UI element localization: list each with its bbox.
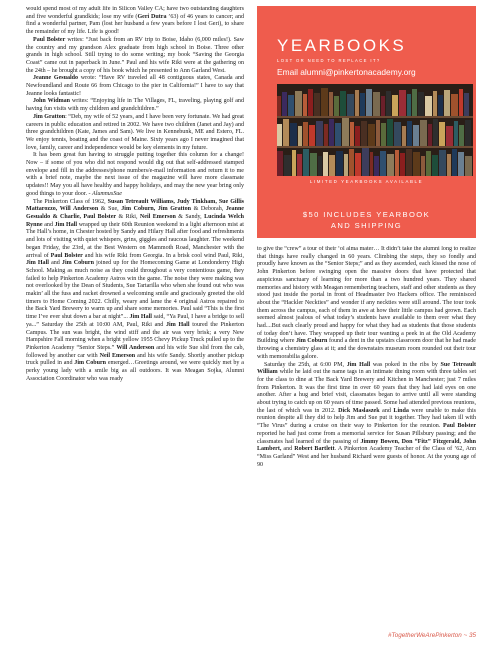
book-spine xyxy=(283,119,289,146)
yearbook-shelf-photo xyxy=(277,84,473,176)
body-text: Saturday the 25th, at 6:00 PM, xyxy=(264,361,347,368)
book-spine xyxy=(426,151,431,176)
body-text: ’63) of 46 years to cancer; and find a wonderful partner, Pam (lost her husband a few years before I lost Geri), to share the remainder of my life. Life is good! xyxy=(26,13,244,36)
book-spine xyxy=(314,93,320,116)
paragraph xyxy=(26,152,244,198)
book-spine xyxy=(399,90,406,116)
book-spine xyxy=(454,121,458,146)
book-spine xyxy=(451,94,458,116)
book-spine xyxy=(290,123,297,146)
classmate-name: Lucinda Welch Rynne xyxy=(26,213,244,228)
book-spine xyxy=(316,121,323,146)
book-spine xyxy=(329,155,335,176)
paragraph xyxy=(26,98,244,113)
ad-email: Email alumni@pinkertonacademy.org xyxy=(277,67,416,77)
book-spine xyxy=(459,89,463,116)
book-spine xyxy=(310,153,317,176)
magazine-title: Alumnus xyxy=(92,190,114,197)
classmate-name: Jimmy Bowen, Don “Fitz” Fitzgerald, John Lambert, xyxy=(257,438,476,453)
book-spine xyxy=(347,94,354,116)
body-text: reported he had just come from a memorial service for Susan Pillsbury passing; and the classmates had learned of the passing of xyxy=(257,430,476,445)
classmate-name: Jim Gratton xyxy=(33,113,66,120)
book-spine xyxy=(421,156,425,176)
book-spine xyxy=(439,122,445,146)
book-spine xyxy=(444,90,450,116)
paragraph xyxy=(26,199,244,384)
book-spine xyxy=(395,150,399,176)
classmate-name: Jim Hall xyxy=(26,260,49,267)
classmate-name: Jeanne Gesualdo & Charlie, Paul Bolster xyxy=(26,206,244,220)
book-spine xyxy=(458,152,464,176)
book-spine xyxy=(360,93,365,116)
ad-price xyxy=(257,209,476,231)
classmate-name: Jim Coburn xyxy=(61,260,94,267)
book-spine xyxy=(412,89,417,116)
body-text: writes: “Just back from an RV trip to Boise, Idaho (6,000 miles!). Saw the country and my grandson Alex graduate from high school in Boise. Three other grands in high school. Still trying to do some writing; my book “Saving the Georgia Coast” came out in paperback in June.” Paul and his wife Riki were at the gathering on the 24th – he brought a copy of his book which he presented to Ann Garland West. xyxy=(26,36,244,74)
ad-price-line-2: AND SHIPPING xyxy=(330,221,403,230)
left-text-column xyxy=(26,6,244,632)
classmate-name: Robert Bartlett xyxy=(294,446,335,453)
book-spine xyxy=(335,123,341,146)
book-spine xyxy=(355,153,361,176)
classmate-name: Jim Hall xyxy=(346,361,371,368)
book-row xyxy=(277,148,473,176)
book-spine xyxy=(402,126,406,146)
book-spine xyxy=(386,91,391,116)
ad-title: YEARBOOKS xyxy=(277,36,407,55)
body-text: wrapped up their 60th Reunion weekend in a light afternoon mist at The Hall’s home, in Chester hosted by Sandy and Hilary Hall after food and refreshments and lots of visiting with quiet whispers, grins, giggles and raucous laughter. The weekend began Friday, the 23rd, at the Best Western on Mammoth Road, Manchester with the arrival of xyxy=(26,221,244,259)
book-spine xyxy=(459,125,464,146)
book-spine xyxy=(381,96,385,116)
body-text: was poked in the ribs by xyxy=(370,361,441,368)
classmate-name: Geri Dutra xyxy=(137,13,167,20)
body-text: The Pinkerton Class of 1962, xyxy=(33,198,108,205)
book-spine xyxy=(428,124,432,146)
book-spine xyxy=(277,96,281,116)
classmate-name: Sue Tetreault William xyxy=(257,361,476,376)
book-spine xyxy=(392,95,398,116)
book-spine xyxy=(318,156,322,176)
author-signoff: Sue xyxy=(113,190,122,197)
book-spine xyxy=(406,149,412,176)
classmate-name: Jim Coburn xyxy=(74,360,107,367)
book-spine xyxy=(277,151,283,176)
body-text: were unable to make this reunion despite all they did to help Jim and Sue put it together. They had taken ill with “The Virus” during a cruise on their way to Pinkerton for the reunion. xyxy=(257,407,476,430)
book-spine xyxy=(447,154,451,176)
book-spine xyxy=(282,92,287,116)
body-text: found a dent in the upstairs classroom door that he had made throwing a chemistry glass at it; and the downstairs museum room rounded out their tour with memorabilia galore. xyxy=(257,338,476,360)
book-row xyxy=(277,88,473,116)
book-spine xyxy=(329,92,333,116)
classmate-name: Will Anderson xyxy=(116,344,155,351)
book-spine xyxy=(381,123,386,146)
body-text: and his wife Sue slid from the cab, followed by another car with xyxy=(26,344,244,359)
book-spine xyxy=(308,89,313,116)
yearbooks-ad xyxy=(257,6,476,238)
book-spine xyxy=(446,126,453,146)
book-spine xyxy=(321,88,328,116)
book-spine xyxy=(284,155,291,176)
book-spine xyxy=(292,150,296,176)
ad-limited-note: LIMITED YEARBOOKS AVAILABLE xyxy=(309,179,424,184)
body-text: & Deborah, xyxy=(191,206,226,213)
book-spine xyxy=(452,149,457,176)
book-spine xyxy=(387,119,393,146)
book-spine xyxy=(465,156,472,176)
body-text: and xyxy=(379,407,394,414)
paragraph xyxy=(26,6,244,37)
book-spine xyxy=(400,153,405,176)
body-text: It has been great fun having to struggle putting together this column for a change! Now – if some of you who did not respond would dig out that self-addressed stamped envelope and fill in the addresses/phone numbers/e-mail information and return it to me with a brief note, maybe the next issue of the xyxy=(26,152,244,182)
body-text: writes: “Enjoying life in The Villages, FL, traveling, playing golf and having fun visits with my children and grandchildren.” xyxy=(26,98,244,113)
classmate-name: John Widman xyxy=(33,98,70,105)
book-spine xyxy=(376,120,380,146)
book-spine xyxy=(336,151,343,176)
classmate-name: Paul Bolster xyxy=(33,36,66,43)
ad-price-line-1: $50 INCLUDES YEARBOOK xyxy=(302,210,431,219)
book-spine xyxy=(439,150,446,176)
book-spine xyxy=(418,92,424,116)
book-spine xyxy=(438,95,443,116)
classmate-name: Paul Bolster xyxy=(50,252,83,259)
body-text: to give the “crew” a tour of their ‘ol alma mater… It didn’t take the alumni long to realize that things have really changed in 60 years. Climbing the steps, they so fondly and proudly have known as the “Senior Steps;” and as they ascended, each kissed the nose of John Pinkerton before swinging open the massive doors that have protected that auspicious sanctuary of learning for more than a two hundred years. They shared memories and history with Meagan remembering teachers, staff and other students as they stood just inside the portal in front of Headmaster Ivo Hackers office. The reminisced about the “Hackler Neckties” and wonder if any neckties were still around. The tour took them across the campus, each of them in awe at how their little campus had grown. Each seemed almost jealous of what today’s students have available to them over what they had....But each clearly proud and happy for what they had as students that those students of today don’t have. They wrapped up their tour wanting a peek in at the Old Academy Building where xyxy=(257,246,476,345)
book-spine xyxy=(295,91,302,116)
book-spine xyxy=(309,125,315,146)
body-text: and xyxy=(42,221,55,228)
body-text: while he laid out the name tags in an intimate dining room with three tables set for the class to dine at The Back Yard Brewery and Kitchen in Manchester; just 7 miles from Pinkerton. It was the first time in over 60 years that they had laid eyes on one another. After a hug and brief visit, classmates began to arrive until all were standing about trying to catch up on 60 years of time passed. Some had attended previous reunions, the last of which was in 2012. xyxy=(257,369,476,414)
book-spine xyxy=(433,91,437,116)
body-text: wrote: “Have RV traveled all 48 contiguous states, Canada and Newfoundland and Route 66 from Chicago to the pier in California!” I have to say that Jeanne looks fantastic! xyxy=(26,75,244,97)
book-spine xyxy=(297,154,302,176)
classmate-name: Neil Emerson xyxy=(139,213,176,220)
book-spine xyxy=(355,90,359,116)
book-spine xyxy=(407,94,411,116)
body-text: and xyxy=(281,446,295,453)
book-spine xyxy=(361,121,367,146)
book-spine xyxy=(303,122,308,146)
book-spine xyxy=(355,126,360,146)
book-spine xyxy=(373,92,380,116)
book-spine xyxy=(298,126,302,146)
body-text: and his wife Sandy. Shortly another pickup truck pulled in and xyxy=(26,352,244,367)
body-text: said, “Ya Paul, I have a bridge to sell ya...” Saturday the 25th at 10:00 AM, Paul, Riki and xyxy=(26,314,244,328)
paragraph xyxy=(26,114,244,153)
classmate-name: Jim Coburn, Jim Gratton xyxy=(121,206,192,213)
body-text: toured the Pinkerton Campus. The sun was bright, the wind stiff and the air was very brisk; a very New Hampshire Fall morning when a bright yellow 1955 Chevy Pickup Truck pulled up to the Pinkerton Academy “Senior Steps.” xyxy=(26,321,244,351)
book-spine xyxy=(425,96,432,116)
book-spine xyxy=(464,93,469,116)
book-spine xyxy=(288,95,294,116)
ad-tagline: LOST OR NEED TO REPLACE IT? xyxy=(277,58,381,63)
classmate-name: Jim Coburn xyxy=(295,338,328,345)
body-text: emerged…Greetings around, we were quickly met by a perky young lady with a smile big as all outdoors. It was Meagan Sojka, Alumni Association Coordinator who was ready xyxy=(26,360,244,382)
paragraph xyxy=(26,75,244,98)
classmate-name: Paul Bolster xyxy=(443,423,476,430)
book-spine xyxy=(350,122,354,146)
book-spine xyxy=(413,125,419,146)
book-spine xyxy=(324,124,328,146)
classmate-name: Jim Hall xyxy=(166,321,190,328)
book-spine xyxy=(303,94,307,116)
paragraph xyxy=(257,246,476,362)
body-text: magazine will have more classmate updates!! May you all have healthy and happy holidays, and may the new year bring only good things to your door. - xyxy=(26,175,244,197)
book-spine xyxy=(420,120,427,146)
book-spine xyxy=(342,118,349,146)
classmate-name: Dick Maslaszek xyxy=(338,407,380,414)
body-text: and xyxy=(48,260,62,267)
book-spine xyxy=(407,121,412,146)
body-text: : “Deb, my wife of 52 years, and I have been very fortunate. We had great careers in public education and retired in 2002. We have two children (Janet and Jay) and three grandchildren (Kate, James and Sam). We live in Kennebunk, ME and Estero, FL. We enjoy tennis, boating and the coast of Maine. Sixty years ago I never imagined that love, family, career and independence would be key elements in my future. xyxy=(26,113,244,151)
book-spine xyxy=(433,119,438,146)
book-spine xyxy=(344,154,348,176)
classmate-name: Neil Emerson xyxy=(99,352,136,359)
page-footer: #TogetherWeArePinkerton ~ 35 xyxy=(387,632,476,639)
book-spine xyxy=(368,124,375,146)
classmate-name: Linda xyxy=(393,407,409,414)
paragraph xyxy=(26,37,244,76)
book-spine xyxy=(334,96,339,116)
body-text: and his wife Riki from Georgia. In a brisk cool wind Paul, Riki, xyxy=(82,252,244,259)
book-spine xyxy=(340,91,346,116)
book-spine xyxy=(380,151,386,176)
book-spine xyxy=(303,149,309,176)
body-text: joined up for the Homecoming Game at Londonderry High School. Making as much noise as they could throughout a very contentious game, they failed to help Pinkerton Academy Astros win the game. The noise they were making was not overlooked by the Dean of Students, Sue Tartarilla who when she found out who was makin’ all the fuss and racket drowned a welcoming smile and graciously greeted the old timers to Home Coming 2022. Chilly, weary and lame the 4 original Astros repaired to the Back Yard Brewery to warm up and share some memories. Paul said “This is the first time I’ve ever shut down a bar at night”... xyxy=(26,260,244,321)
book-spine xyxy=(374,156,379,176)
body-text: & Sandy, xyxy=(175,213,205,220)
body-text: & Riki, xyxy=(116,213,140,220)
body-text: would spend most of my adult life in Silicon Valley CA; have two outstanding daughters and five wonderful grandkids; lose my wife ( xyxy=(26,6,244,20)
body-text: . A Pinkerton Academy Teacher of the Class of ’62, Ann “Miss Garland” West and her husband Richard were guests of honor. At the young age of 90 xyxy=(257,446,476,468)
book-spine xyxy=(413,152,420,176)
classmate-name: Jim Hall xyxy=(54,221,78,228)
body-text: & Sue, xyxy=(98,206,122,213)
book-spine xyxy=(329,119,334,146)
book-spine xyxy=(465,120,471,146)
book-spine xyxy=(387,154,394,176)
classmate-name: Jeanne Gesualdo xyxy=(33,75,79,82)
book-spine xyxy=(323,152,328,176)
book-spine xyxy=(366,89,372,116)
book-spine xyxy=(362,148,369,176)
book-spine xyxy=(370,152,374,176)
paragraph xyxy=(257,362,476,470)
book-spine xyxy=(394,122,401,146)
book-spine xyxy=(277,124,282,146)
book-spine xyxy=(349,149,354,176)
classmate-name: Jim Hall xyxy=(129,314,152,321)
book-spine xyxy=(432,155,438,176)
classmate-name: Susan Tetreault Williams, Judy Tinkham, Sue Gillis Mattarozzo, Will Anderson xyxy=(26,198,244,213)
book-row xyxy=(277,118,473,146)
right-text-column xyxy=(257,246,476,628)
